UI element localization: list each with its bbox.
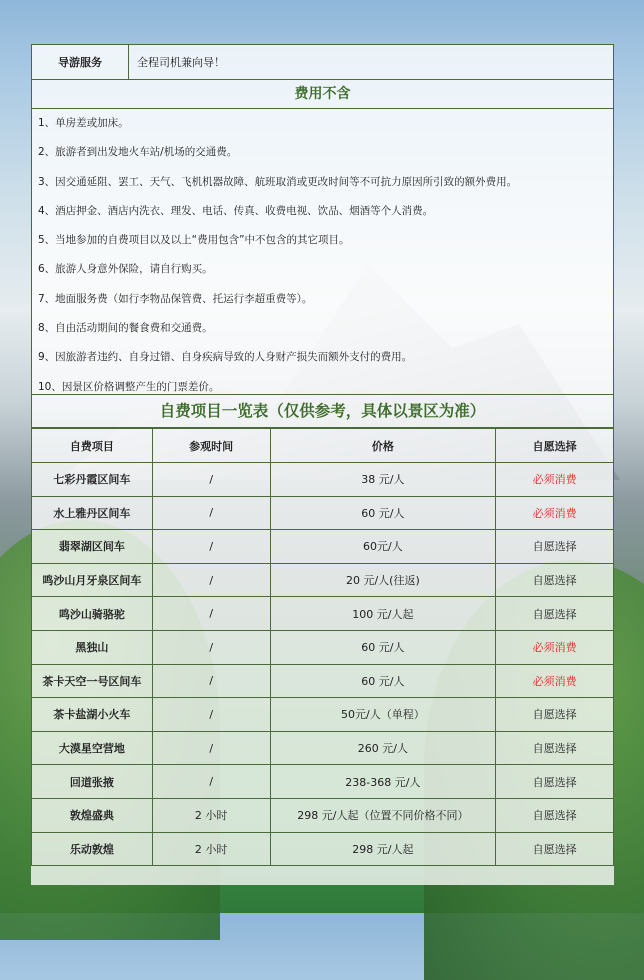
fee-item-price: 298 元/人起 xyxy=(270,832,496,866)
fee-item-price: 260 元/人 xyxy=(270,731,496,765)
table-row xyxy=(32,832,614,866)
fee-item-price: 60 元/人 xyxy=(270,630,496,664)
fee-item-time: / xyxy=(152,664,270,698)
header-price: 价格 xyxy=(270,429,496,463)
table-row xyxy=(32,731,614,765)
fee-item-price: 38 元/人 xyxy=(270,463,496,497)
excluded-item: 5、当地参加的自费项目以及以上“费用包含”中不包含的其它项目。 xyxy=(38,234,350,247)
guide-service-row xyxy=(31,44,614,80)
itinerary-panel xyxy=(31,44,614,885)
fee-item-price: 60 元/人 xyxy=(270,664,496,698)
fee-item-price: 238-368 元/人 xyxy=(270,765,496,799)
fee-item-choice: 自愿选择 xyxy=(496,530,614,564)
fee-item-name: 大漠星空营地 xyxy=(32,731,153,765)
fee-item-name: 敦煌盛典 xyxy=(32,798,153,832)
table-row xyxy=(32,563,614,597)
fee-item-name: 黑独山 xyxy=(32,630,153,664)
fee-item-price: 60 元/人 xyxy=(270,496,496,530)
fee-item-price: 60元/人 xyxy=(270,530,496,564)
fee-item-name: 鸣沙山月牙泉区间车 xyxy=(32,563,153,597)
fee-item-choice: 自愿选择 xyxy=(496,563,614,597)
guide-service-label: 导游服务 xyxy=(32,45,129,80)
fee-table-title: 自费项目一览表（仅供参考，具体以景区为准） xyxy=(31,394,614,428)
table-row xyxy=(32,496,614,530)
excluded-item: 9、因旅游者违约、自身过错、自身疾病导致的人身财产损失而额外支付的费用。 xyxy=(38,351,413,364)
fee-item-time: / xyxy=(152,563,270,597)
excluded-title: 费用不含 xyxy=(31,80,614,109)
excluded-list xyxy=(31,109,614,394)
table-row xyxy=(32,630,614,664)
excluded-item: 3、因交通延阻、罢工、天气、飞机机器故障、航班取消或更改时间等不可抗力原因所引致的额外费用。 xyxy=(38,175,518,188)
excluded-item: 10、因景区价格调整产生的门票差价。 xyxy=(38,380,220,393)
fee-item-name: 鸣沙山骑骆驼 xyxy=(32,597,153,631)
guide-service-value: 全程司机兼向导！ xyxy=(129,45,614,80)
table-row xyxy=(32,530,614,564)
fee-item-choice: 必须消费 xyxy=(496,664,614,698)
excluded-item: 7、地面服务费（如行李物品保管费、托运行李超重费等）。 xyxy=(38,292,313,305)
fee-item-time: / xyxy=(152,597,270,631)
table-row xyxy=(32,597,614,631)
fee-item-name: 七彩丹霞区间车 xyxy=(32,463,153,497)
table-row xyxy=(32,698,614,732)
table-row xyxy=(32,664,614,698)
fee-item-time: / xyxy=(152,765,270,799)
excluded-item: 8、自由活动期间的餐食费和交通费。 xyxy=(38,322,213,335)
fee-item-choice: 自愿选择 xyxy=(496,765,614,799)
excluded-item: 1、单房差或加床。 xyxy=(38,117,129,129)
fee-item-time: / xyxy=(152,530,270,564)
fee-item-name: 回道张掖 xyxy=(32,765,153,799)
fee-item-time: / xyxy=(152,731,270,765)
fee-item-name: 乐动敦煌 xyxy=(32,832,153,866)
fee-item-name: 水上雅丹区间车 xyxy=(32,496,153,530)
fee-item-price: 20 元/人(往返) xyxy=(270,563,496,597)
fee-item-choice: 自愿选择 xyxy=(496,798,614,832)
fee-item-name: 茶卡天空一号区间车 xyxy=(32,664,153,698)
fee-table xyxy=(31,428,614,866)
fee-item-choice: 自愿选择 xyxy=(496,597,614,631)
fee-item-name: 翡翠湖区间车 xyxy=(32,530,153,564)
excluded-item: 2、旅游者到出发地火车站/机场的交通费。 xyxy=(38,146,238,159)
fee-item-time: 2 小时 xyxy=(152,798,270,832)
table-row xyxy=(32,798,614,832)
fee-item-choice: 自愿选择 xyxy=(496,731,614,765)
fee-table-header xyxy=(32,429,614,463)
fee-item-time: / xyxy=(152,698,270,732)
fee-item-time: / xyxy=(152,496,270,530)
table-row xyxy=(32,463,614,497)
fee-item-time: / xyxy=(152,630,270,664)
header-time: 参观时间 xyxy=(152,429,270,463)
excluded-item: 6、旅游人身意外保险，请自行购买。 xyxy=(38,263,213,276)
excluded-item: 4、酒店押金、酒店内洗衣、理发、电话、传真、收费电视、饮品、烟酒等个人消费。 xyxy=(38,204,434,217)
fee-item-choice: 必须消费 xyxy=(496,496,614,530)
fee-item-time: 2 小时 xyxy=(152,832,270,866)
fee-item-choice: 必须消费 xyxy=(496,463,614,497)
header-choice: 自愿选择 xyxy=(496,429,614,463)
fee-item-price: 100 元/人起 xyxy=(270,597,496,631)
fee-item-price: 50元/人（单程） xyxy=(270,698,496,732)
fee-item-time: / xyxy=(152,463,270,497)
table-row xyxy=(32,765,614,799)
fee-item-choice: 自愿选择 xyxy=(496,698,614,732)
header-item: 自费项目 xyxy=(32,429,153,463)
fee-item-price: 298 元/人起（位置不同价格不同） xyxy=(270,798,496,832)
fee-item-name: 茶卡盐湖小火车 xyxy=(32,698,153,732)
fee-item-choice: 自愿选择 xyxy=(496,832,614,866)
fee-item-choice: 必须消费 xyxy=(496,630,614,664)
